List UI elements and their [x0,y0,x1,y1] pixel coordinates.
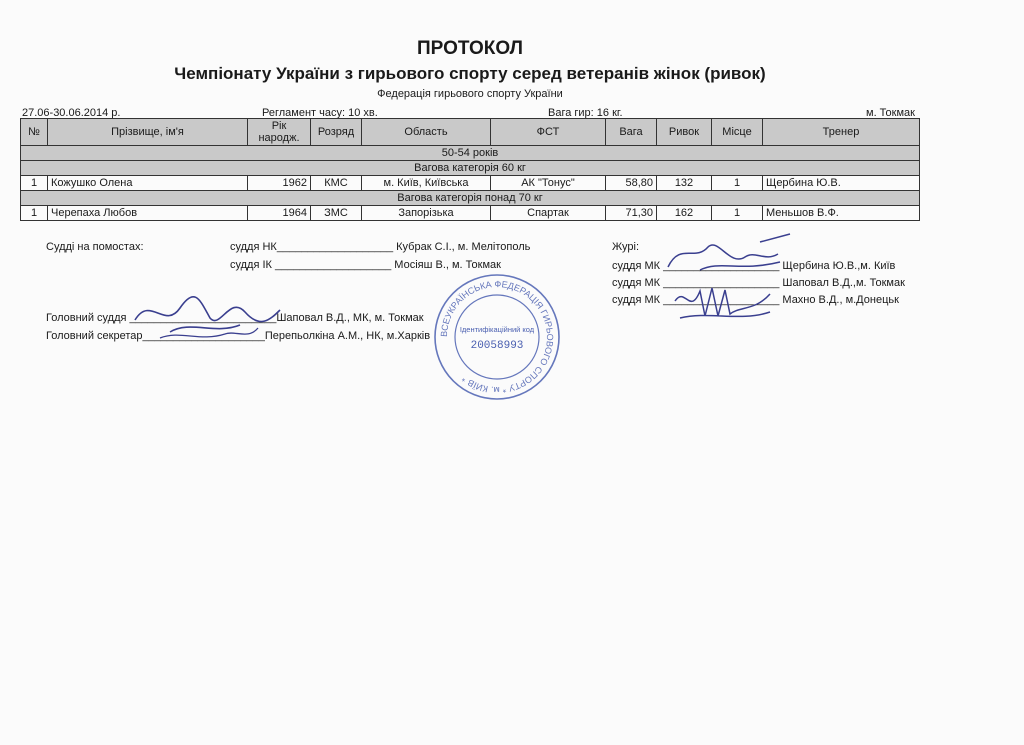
federation-name: Федерація гирьового спорту України [377,88,563,100]
col-header: Тренер [763,119,920,146]
col-header: Місце [712,119,763,146]
table-row [21,206,920,221]
cell-fst: Спартак [491,206,606,221]
col-header: Рік народж. [248,119,311,146]
cell-year: 1964 [248,206,311,221]
jury-signature-3 [670,276,780,326]
category-row [21,161,920,176]
judge-nk-line: суддя НК___________________ Кубрак С.І., м. Мелітополь [230,241,531,253]
platform-judges-label: Судді на помостах: [46,241,144,253]
judge-ik-line: суддя ІК ___________________ Мосіяш В., м. Токмак [230,259,501,271]
cell-no: 1 [21,206,48,221]
cell-year: 1962 [248,176,311,191]
championship-title: Чемпіонату України з гирьового спорту серед ветеранів жінок (ривок) [174,64,766,83]
col-header: ФСТ [491,119,606,146]
table-row [21,176,920,191]
jury-label: Журі: [612,241,640,253]
event-city: м. Токмак [866,107,915,119]
cell-weight: 58,80 [606,176,657,191]
event-dates: 27.06-30.06.2014 р. [22,107,121,119]
col-header: Прізвище, ім'я [48,119,248,146]
table-header-row [21,119,920,146]
results-table [20,118,920,221]
age-group-label: 50-54 років [21,146,920,161]
age-group-row [21,146,920,161]
stamp-ring-text: ВСЕУКРАЇНСЬКА ФЕДЕРАЦІЯ ГИРЬОВОГО СПОРТУ * м. КИЇВ * [438,278,556,396]
protocol-title: ПРОТОКОЛ [416,38,523,59]
federation-stamp [432,272,562,402]
cell-fst: АК "Тонус" [491,176,606,191]
chief-judge-signature [130,290,290,345]
category-label: Вагова категорія понад 70 кг [21,191,920,206]
jury-member-3: суддя МК ___________________ Махно В.Д., м.Донецьк [612,294,899,306]
cell-place: 1 [712,176,763,191]
cell-region: Запорізька [362,206,491,221]
kettlebell-weight: Вага гир: 16 кг. [548,107,623,119]
jury-member-2: суддя МК ___________________ Шаповал В.Д.,м. Токмак [612,277,905,289]
cell-no: 1 [21,176,48,191]
cell-rank: ЗМС [311,206,362,221]
cell-rank: КМС [311,176,362,191]
col-header: Вага [606,119,657,146]
time-regulation: Регламент часу: 10 хв. [262,107,378,119]
stamp-label: Ідентифікаційний код [459,325,535,334]
cell-coach: Щербина Ю.В. [763,176,920,191]
jury-signature-1 [660,232,800,282]
cell-name: Черепаха Любов [48,206,248,221]
col-header: № [21,119,48,146]
cell-place: 1 [712,206,763,221]
cell-snatch: 132 [657,176,712,191]
col-header: Розряд [311,119,362,146]
cell-name: Кожушко Олена [48,176,248,191]
chief-judge-line: Головний суддя ________________________Шаповал В.Д., МК, м. Токмак [46,312,424,324]
category-label: Вагова категорія 60 кг [21,161,920,176]
jury-member-1: суддя МК ___________________ Щербина Ю.В.,м. Київ [612,260,896,272]
cell-snatch: 162 [657,206,712,221]
cell-coach: Меньшов В.Ф. [763,206,920,221]
col-header: Область [362,119,491,146]
cell-region: м. Київ, Київська [362,176,491,191]
category-row [21,191,920,206]
cell-weight: 71,30 [606,206,657,221]
chief-secretary-line: Головний секретар____________________Перепьолкіна А.М., НК, м.Харків [46,330,431,342]
stamp-code: 20058993 [470,340,524,352]
svg-text:ВСЕУКРАЇНСЬКА ФЕДЕРАЦІЯ ГИРЬОВ [439,279,555,395]
col-header: Ривок [657,119,712,146]
